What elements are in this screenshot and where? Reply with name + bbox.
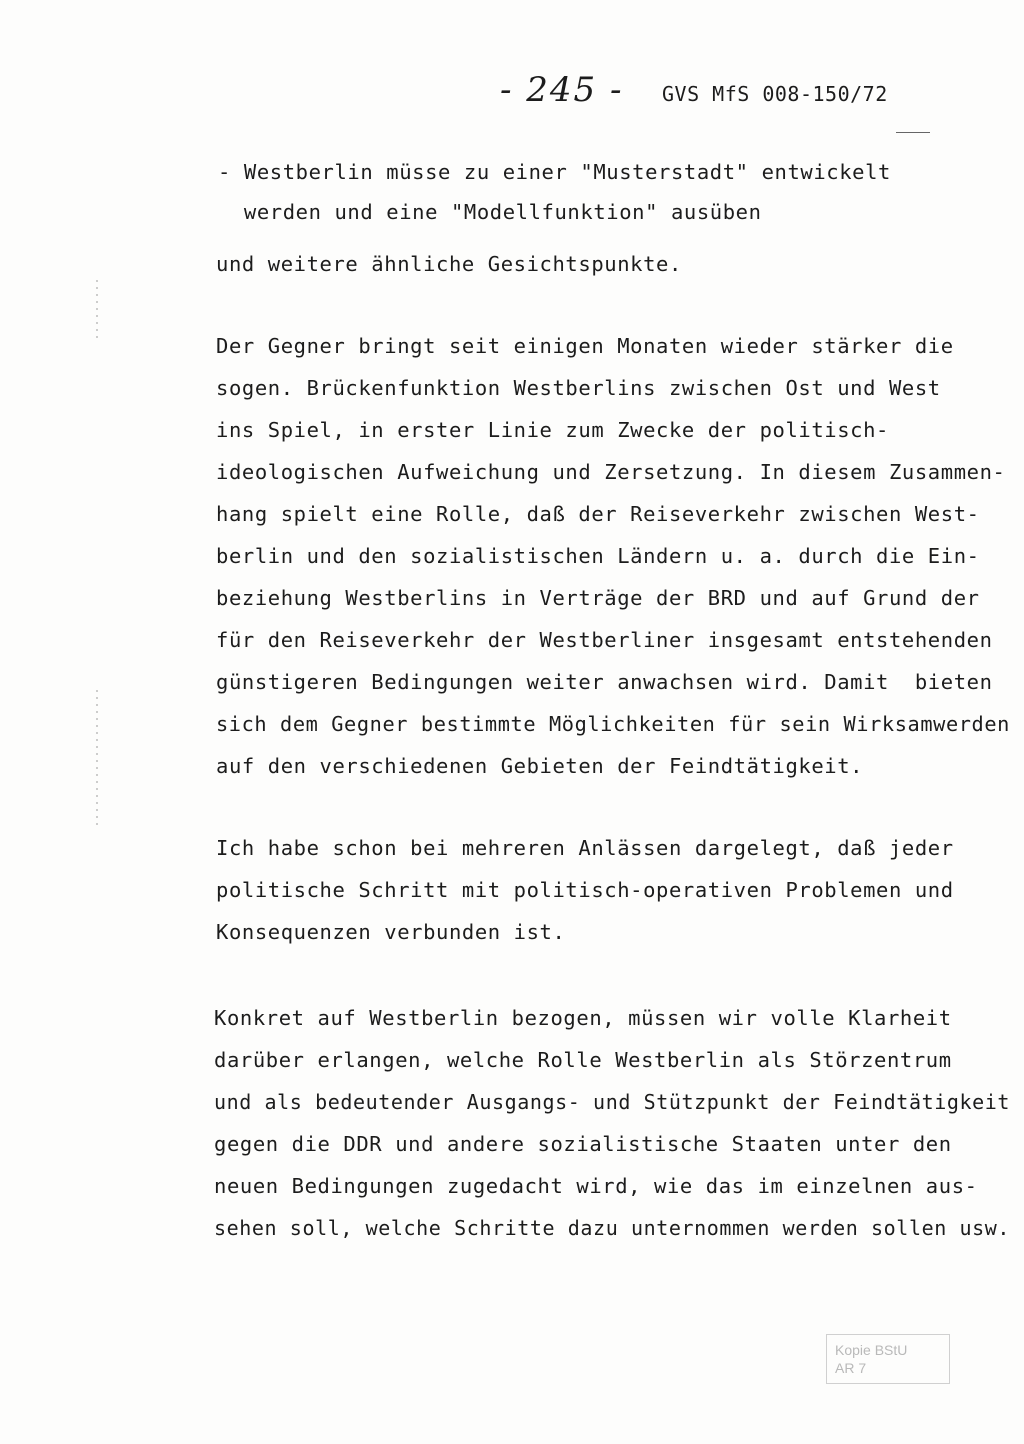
- text-line: - Westberlin müsse zu einer "Musterstadt" entwickelt: [218, 160, 891, 184]
- text-line: Konkret auf Westberlin bezogen, müssen wir volle Klarheit: [214, 1006, 952, 1030]
- text-line: hang spielt eine Rolle, daß der Reiseverkehr zwischen West-: [216, 502, 980, 526]
- text-line: sogen. Brückenfunktion Westberlins zwischen Ost und West: [216, 376, 941, 400]
- text-line: für den Reiseverkehr der Westberliner insgesamt entstehenden: [216, 628, 993, 652]
- margin-binding-mark: [96, 280, 98, 340]
- page-number: - 245 -: [500, 70, 624, 110]
- text-line: politische Schritt mit politisch-operativen Problemen und: [216, 878, 954, 902]
- text-line: günstigeren Bedingungen weiter anwachsen wird. Damit bieten: [216, 670, 993, 694]
- archive-stamp: [826, 1334, 950, 1384]
- text-line: Ich habe schon bei mehreren Anlässen dargelegt, daß jeder: [216, 836, 954, 860]
- text-line: Der Gegner bringt seit einigen Monaten wieder stärker die: [216, 334, 954, 358]
- text-line: und weitere ähnliche Gesichtspunkte.: [216, 252, 682, 276]
- text-line: darüber erlangen, welche Rolle Westberlin als Störzentrum: [214, 1048, 952, 1072]
- text-line: beziehung Westberlins in Verträge der BRD und auf Grund der: [216, 586, 980, 610]
- text-line: Konsequenzen verbunden ist.: [216, 920, 566, 944]
- text-line: neuen Bedingungen zugedacht wird, wie das im einzelnen aus-: [214, 1174, 978, 1198]
- text-line: und als bedeutender Ausgangs- und Stützpunkt der Feindtätigkeit: [214, 1090, 1011, 1114]
- text-line: sehen soll, welche Schritte dazu unternommen werden sollen usw.: [214, 1216, 1011, 1240]
- stamp-line: Kopie BStU: [835, 1342, 908, 1358]
- margin-binding-mark: [96, 690, 98, 830]
- document-id: GVS MfS 008-150/72: [662, 82, 888, 106]
- text-line: ideologischen Aufweichung und Zersetzung. In diesem Zusammen-: [216, 460, 1006, 484]
- text-line: sich dem Gegner bestimmte Möglichkeiten für sein Wirksamwerden: [216, 712, 1010, 736]
- text-line: werden und eine "Modellfunktion" ausüben: [218, 200, 762, 224]
- text-line: berlin und den sozialistischen Ländern u. a. durch die Ein-: [216, 544, 980, 568]
- text-line: auf den verschiedenen Gebieten der Feindtätigkeit.: [216, 754, 864, 778]
- stamp-line: AR 7: [835, 1360, 867, 1376]
- page-header: [500, 70, 920, 120]
- header-rule: [896, 132, 930, 133]
- text-line: gegen die DDR und andere sozialistische Staaten unter den: [214, 1132, 952, 1156]
- text-line: ins Spiel, in erster Linie zum Zwecke der politisch-: [216, 418, 889, 442]
